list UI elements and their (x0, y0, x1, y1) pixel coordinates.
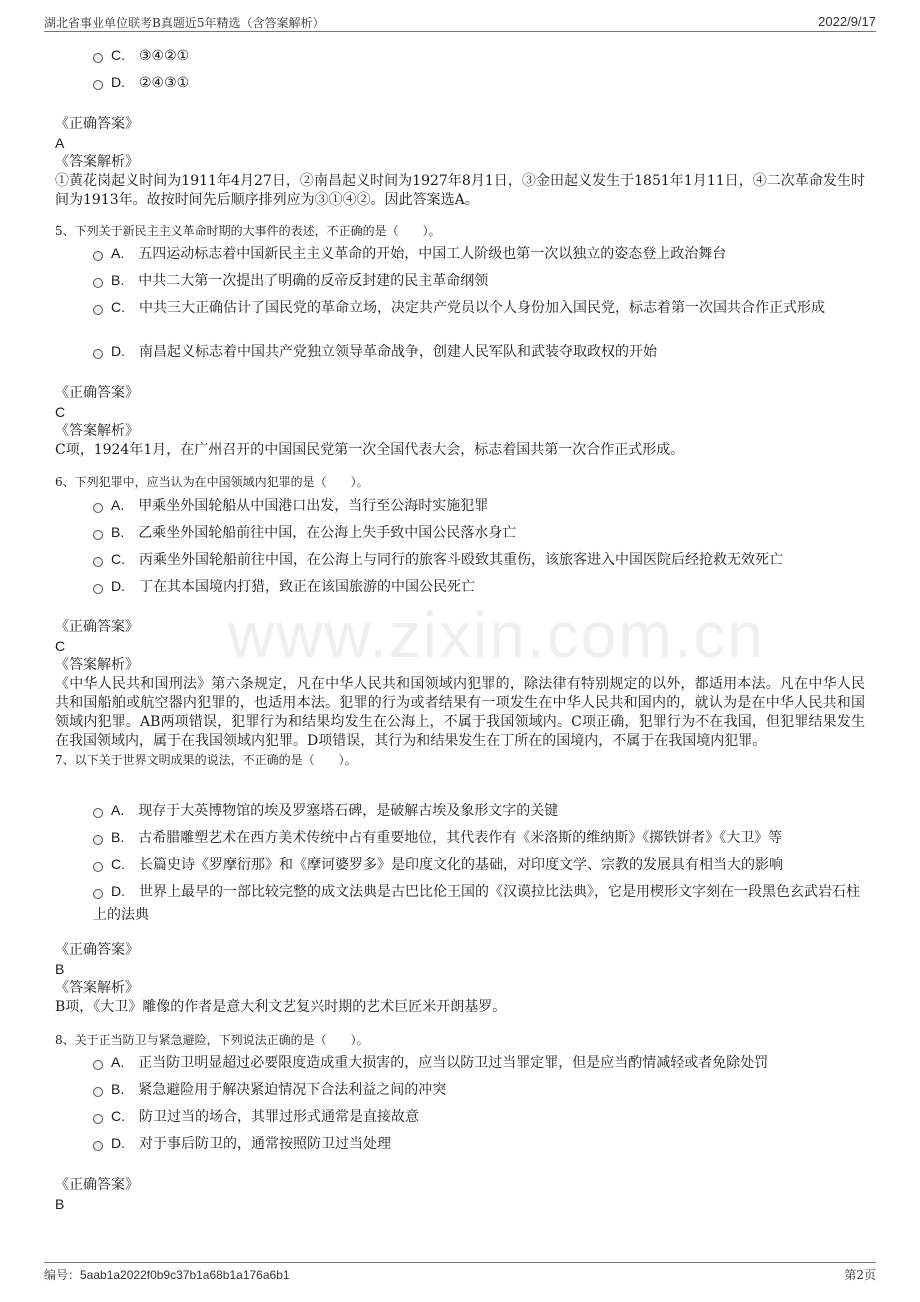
answer-value: C (55, 638, 66, 654)
radio-icon[interactable] (93, 278, 103, 288)
analysis-text: C项，1924年1月，在广州召开的中国国民党第一次全国代表大会，标志着国共第一次合作正式形成。 (55, 442, 685, 458)
analysis-text: 《中华人民共和国刑法》第六条规定，凡在中华人民共和国领域内犯罪的，除法律有特别规定的以外，都适用本法。凡在中华人民共和国船舶或航空器内犯罪的，也适用本法。犯罪的行为或者结果有一项发生在中华人民共和国内的，就认为是在中华人民共和国领域内犯罪。AB两项错误，犯罪行为和结果均发生在公海上，不属于我国领域内。C项正确，犯罪行为不在我国，但犯罪结果发生在我国领域内，属于在我国领域内犯罪。D项错误，其行为和结果发生在丁所在的国境内，不属于在我国境内犯罪。 (55, 676, 865, 749)
answer-label: 《正确答案》 (55, 942, 139, 958)
page-number: 第2页 (844, 1268, 876, 1282)
answer-block (55, 1176, 865, 1214)
radio-icon[interactable] (93, 530, 103, 540)
radio-icon[interactable] (93, 1087, 103, 1097)
radio-icon[interactable] (93, 557, 103, 567)
option-b[interactable]: B. 乙乘坐外国轮船前往中国，在公海上失手致中国公民落水身亡 (93, 521, 863, 545)
analysis-label: 《答案解析》 (55, 980, 139, 996)
option-text: ③④②① (139, 48, 190, 64)
radio-icon[interactable] (93, 349, 103, 359)
option-c[interactable]: C. 防卫过当的场合，其罪过形式通常是直接故意 (93, 1105, 863, 1129)
option-text: 甲乘坐外国轮船从中国港口出发，当行至公海时实施犯罪 (138, 498, 489, 514)
question-stem: 5、下列关于新民主主义革命时期的大事件的表述，不正确的是（ ）。 (55, 224, 441, 238)
radio-icon[interactable] (93, 1141, 103, 1151)
option-text: 中共二大第一次提出了明确的反帝反封建的民主革命纲领 (138, 273, 489, 289)
answer-label: 《正确答案》 (55, 385, 139, 401)
radio-icon[interactable] (93, 251, 103, 261)
radio-icon[interactable] (93, 835, 103, 845)
analysis-label: 《答案解析》 (55, 657, 139, 673)
watermark: www.zixin.com.cn (228, 599, 765, 671)
option-text: 长篇史诗《罗摩衍那》和《摩诃婆罗多》是印度文化的基础，对印度文学、宗教的发展具有相当大的影响 (139, 857, 783, 873)
option-d[interactable]: D. 丁在其本国境内打猎，致正在该国旅游的中国公民死亡 (93, 575, 863, 599)
option-c[interactable]: C. 中共三大正确估计了国民党的革命立场，决定共产党员以个人身份加入国民党，标志着第一次国共合作正式形成 (93, 296, 863, 320)
answer-block (55, 618, 865, 751)
analysis-label: 《答案解析》 (55, 154, 139, 170)
answer-value: B (55, 961, 65, 977)
option-text: 丙乘坐外国轮船前往中国，在公海上与同行的旅客斗殴致其重伤，该旅客进入中国医院后经抢救无效死亡 (139, 552, 783, 568)
radio-icon[interactable] (93, 889, 103, 899)
option-text: 南昌起义标志着中国共产党独立领导革命战争，创建人民军队和武装夺取政权的开始 (139, 344, 657, 360)
answer-label: 《正确答案》 (55, 619, 139, 635)
answer-value: A (55, 135, 65, 151)
radio-icon[interactable] (93, 862, 103, 872)
option-text: 中共三大正确估计了国民党的革命立场，决定共产党员以个人身份加入国民党，标志着第一次国共合作正式形成 (139, 300, 825, 316)
option-d[interactable]: D. ②④③① (93, 71, 863, 95)
option-c[interactable]: C. 丙乘坐外国轮船前往中国，在公海上与同行的旅客斗殴致其重伤，该旅客进入中国医院后经抢救无效死亡 (93, 548, 863, 572)
option-text: 防卫过当的场合，其罪过形式通常是直接故意 (139, 1109, 419, 1125)
answer-label: 《正确答案》 (55, 116, 139, 132)
page-header (44, 14, 876, 31)
document-date: 2022/9/17 (818, 14, 876, 29)
answer-block (55, 115, 865, 210)
option-b[interactable]: B. 古希腊雕塑艺术在西方美术传统中占有重要地位，其代表作有《米洛斯的维纳斯》《掷铁饼者》《大卫》等 (93, 826, 863, 850)
option-c[interactable]: C. ③④②① (93, 44, 863, 68)
option-text: 现存于大英博物馆的埃及罗塞塔石碑，是破解古埃及象形文字的关键 (138, 803, 559, 819)
answer-label: 《正确答案》 (55, 1177, 139, 1193)
radio-icon[interactable] (93, 53, 103, 63)
answer-block (55, 941, 865, 1017)
option-text: 紧急避险用于解决紧迫情况下合法利益之间的冲突 (138, 1082, 447, 1098)
option-a[interactable]: A. 五四运动标志着中国新民主主义革命的开始，中国工人阶级也第一次以独立的姿态登上政治舞台 (93, 242, 863, 266)
radio-icon[interactable] (93, 1060, 103, 1070)
option-text: 五四运动标志着中国新民主主义革命的开始，中国工人阶级也第一次以独立的姿态登上政治舞台 (138, 246, 727, 262)
option-text: 乙乘坐外国轮船前往中国，在公海上失手致中国公民落水身亡 (138, 525, 517, 541)
analysis-label: 《答案解析》 (55, 423, 139, 439)
answer-value: C (55, 404, 66, 420)
radio-icon[interactable] (93, 584, 103, 594)
document-code: 编号：5aab1a2022f0b9c37b1a68b1a176a6b1 (44, 1268, 290, 1282)
option-a[interactable]: A. 甲乘坐外国轮船从中国港口出发，当行至公海时实施犯罪 (93, 494, 863, 518)
document-title: 湖北省事业单位联考B真题近5年精选（含答案解析） (44, 16, 325, 30)
option-a[interactable]: A. 现存于大英博物馆的埃及罗塞塔石碑，是破解古埃及象形文字的关键 (93, 799, 863, 823)
answer-block (55, 384, 865, 460)
option-c[interactable]: C. 长篇史诗《罗摩衍那》和《摩诃婆罗多》是印度文化的基础，对印度文学、宗教的发展具有相当大的影响 (93, 853, 863, 877)
header-rule (44, 31, 876, 32)
radio-icon[interactable] (93, 808, 103, 818)
question-stem: 8、关于正当防卫与紧急避险，下列说法正确的是（ ）。 (55, 1033, 369, 1047)
option-d[interactable]: D. 南昌起义标志着中国共产党独立领导革命战争，创建人民军队和武装夺取政权的开始 (93, 340, 863, 364)
option-d[interactable]: D. 世界上最早的一部比较完整的成文法典是古巴比伦王国的《汉谟拉比法典》，它是用楔形文字刻在一段黑色玄武岩石柱上的法典 (93, 883, 860, 923)
question-stem: 6、下列犯罪中，应当认为在中国领域内犯罪的是（ ）。 (55, 475, 369, 489)
analysis-text: B项，《大卫》雕像的作者是意大利文艺复兴时期的艺术巨匠米开朗基罗。 (55, 999, 507, 1015)
radio-icon[interactable] (93, 305, 103, 315)
question-stem: 7、以下关于世界文明成果的说法，不正确的是（ ）。 (55, 753, 357, 767)
radio-icon[interactable] (93, 503, 103, 513)
option-b[interactable]: B. 紧急避险用于解决紧迫情况下合法利益之间的冲突 (93, 1078, 863, 1102)
option-text: 古希腊雕塑艺术在西方美术传统中占有重要地位，其代表作有《米洛斯的维纳斯》《掷铁饼者》《大卫》等 (138, 830, 783, 846)
option-text: 正当防卫明显超过必要限度造成重大损害的，应当以防卫过当罪定罪，但是应当酌情减轻或者免除处罚 (138, 1055, 769, 1071)
answer-value: B (55, 1196, 65, 1212)
option-d[interactable]: D. 对于事后防卫的，通常按照防卫过当处理 (93, 1132, 863, 1156)
option-b[interactable]: B. 中共二大第一次提出了明确的反帝反封建的民主革命纲领 (93, 269, 863, 293)
footer-rule (44, 1262, 876, 1263)
option-text: 世界上最早的一部比较完整的成文法典是古巴比伦王国的《汉谟拉比法典》，它是用楔形文字刻在一段黑色玄武岩石柱上的法典 (93, 884, 860, 923)
option-text: 丁在其本国境内打猎，致正在该国旅游的中国公民死亡 (139, 579, 475, 595)
option-a[interactable]: A. 正当防卫明显超过必要限度造成重大损害的，应当以防卫过当罪定罪，但是应当酌情减轻或者免除处罚 (93, 1051, 863, 1075)
option-text: 对于事后防卫的，通常按照防卫过当处理 (139, 1136, 391, 1152)
radio-icon[interactable] (93, 1114, 103, 1124)
page-footer (44, 1266, 876, 1283)
analysis-text: ①黄花岗起义时间为1911年4月27日，②南昌起义时间为1927年8月1日，③金田起义发生于1851年1月11日，④二次革命发生时间为1913年。故按时间先后顺序排列应为③①④②。因此答案选A。 (55, 173, 865, 208)
option-text: ②④③① (139, 75, 190, 91)
radio-icon[interactable] (93, 80, 103, 90)
